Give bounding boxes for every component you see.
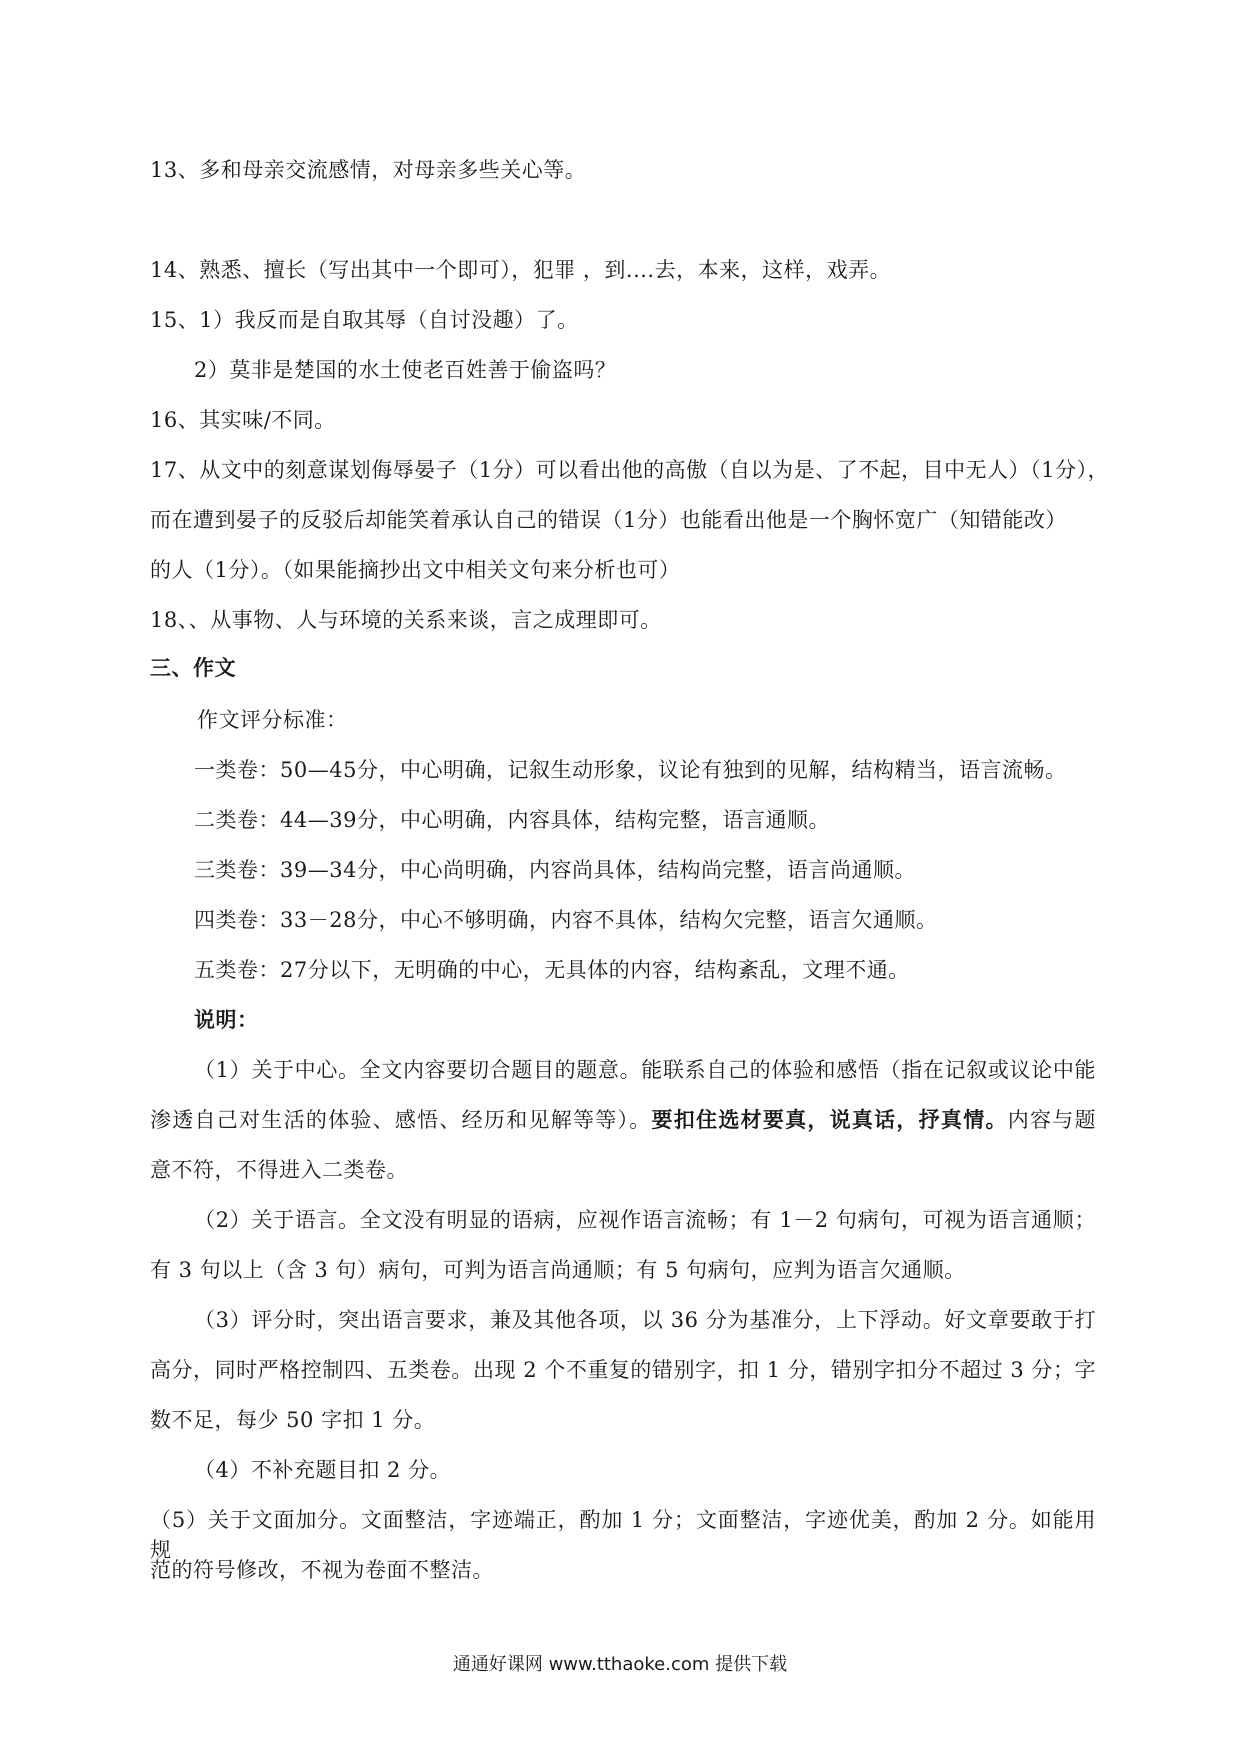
answer-13: 13、多和母亲交流感情，对母亲多些关心等。 <box>150 158 587 182</box>
answer-17-line1: 17、从文中的刻意谋划侮辱晏子（1分）可以看出他的高傲（自以为是、了不起，目中无人）（1分）， <box>150 458 1109 482</box>
answer-15-part2: 2）莫非是楚国的水土使老百姓善于偷盗吗？ <box>194 358 617 382</box>
note-3-line1: （3）评分时，突出语言要求，兼及其他各项，以 36 分为基准分，上下浮动。好文章要敢于打 <box>194 1308 1096 1332</box>
note-1-line1: （1）关于中心。全文内容要切合题目的题意。能联系自己的体验和感悟（指在记叙或议论中能 <box>194 1058 1096 1082</box>
note-3-line2: 高分，同时严格控制四、五类卷。出现 2 个不重复的错别字，扣 1 分，错别字扣分不超过 3 分；字 <box>150 1358 1096 1382</box>
note-2-line2: 有 3 句以上（含 3 句）病句，可判为语言尚通顺；有 5 句病句，应判为语言欠通顺。 <box>150 1258 966 1282</box>
grade-5: 五类卷：27分以下，无明确的中心，无具体的内容，结构紊乱，文理不通。 <box>194 958 910 982</box>
note-1-line2 <box>150 1105 1096 1135</box>
answer-17-line2: 而在遭到晏子的反驳后却能笑着承认自己的错误（1分）也能看出他是一个胸怀宽广（知错能改） <box>150 508 1067 532</box>
grade-3: 三类卷：39—34分，中心尚明确，内容尚具体，结构尚完整，语言尚通顺。 <box>194 858 916 882</box>
note-1-emphasis: 要扣住选材要真，说真话，抒真情。 <box>651 1107 1008 1132</box>
grade-1: 一类卷：50—45分，中心明确，记叙生动形象，议论有独到的见解，结构精当，语言流畅。 <box>194 758 1067 782</box>
answer-16: 16、其实味/不同。 <box>150 408 336 432</box>
note-5-line2: 范的符号修改，不视为卷面不整洁。 <box>150 1558 494 1582</box>
answer-14: 14、熟悉、擅长（写出其中一个即可），犯罪 ，到....去，本来，这样，戏弄。 <box>150 258 892 282</box>
grade-4: 四类卷：33－28分，中心不够明确，内容不具体，结构欠完整，语言欠通顺。 <box>194 908 938 932</box>
note-2-line1: （2）关于语言。全文没有明显的语病，应视作语言流畅；有 1－2 句病句，可视为语言通顺； <box>194 1208 1096 1232</box>
answer-18: 18、、从事物、人与环境的关系来谈，言之成理即可。 <box>150 608 662 632</box>
section-3-heading: 三、作文 <box>150 656 236 680</box>
page-footer: 通通好课网 www.tthaoke.com 提供下载 <box>452 1654 788 1675</box>
note-3-line3: 数不足，每少 50 字扣 1 分。 <box>150 1408 436 1432</box>
answer-17-line3: 的人（1分）。（如果能摘抄出文中相关文句来分析也可） <box>150 558 681 582</box>
grade-2: 二类卷：44—39分，中心明确，内容具体，结构完整，语言通顺。 <box>194 808 830 832</box>
answer-15-part1: 15、1）我反而是自取其辱（自讨没趣）了。 <box>150 308 579 332</box>
criteria-title: 作文评分标准： <box>197 708 348 732</box>
note-1-text-b: 内容与题 <box>1007 1108 1097 1132</box>
note-1-text-a: 渗透自己对生活的体验、感悟、经历和见解等等）。 <box>150 1108 652 1132</box>
notes-title: 说明： <box>194 1007 259 1032</box>
note-1-line3: 意不符，不得进入二类卷。 <box>150 1158 408 1182</box>
note-5-line1: （5）关于文面加分。文面整洁，字迹端正，酌加 1 分；文面整洁，字迹优美，酌加 2 分。如能用规 <box>150 1508 1096 1562</box>
note-4: （4）不补充题目扣 2 分。 <box>194 1458 452 1482</box>
